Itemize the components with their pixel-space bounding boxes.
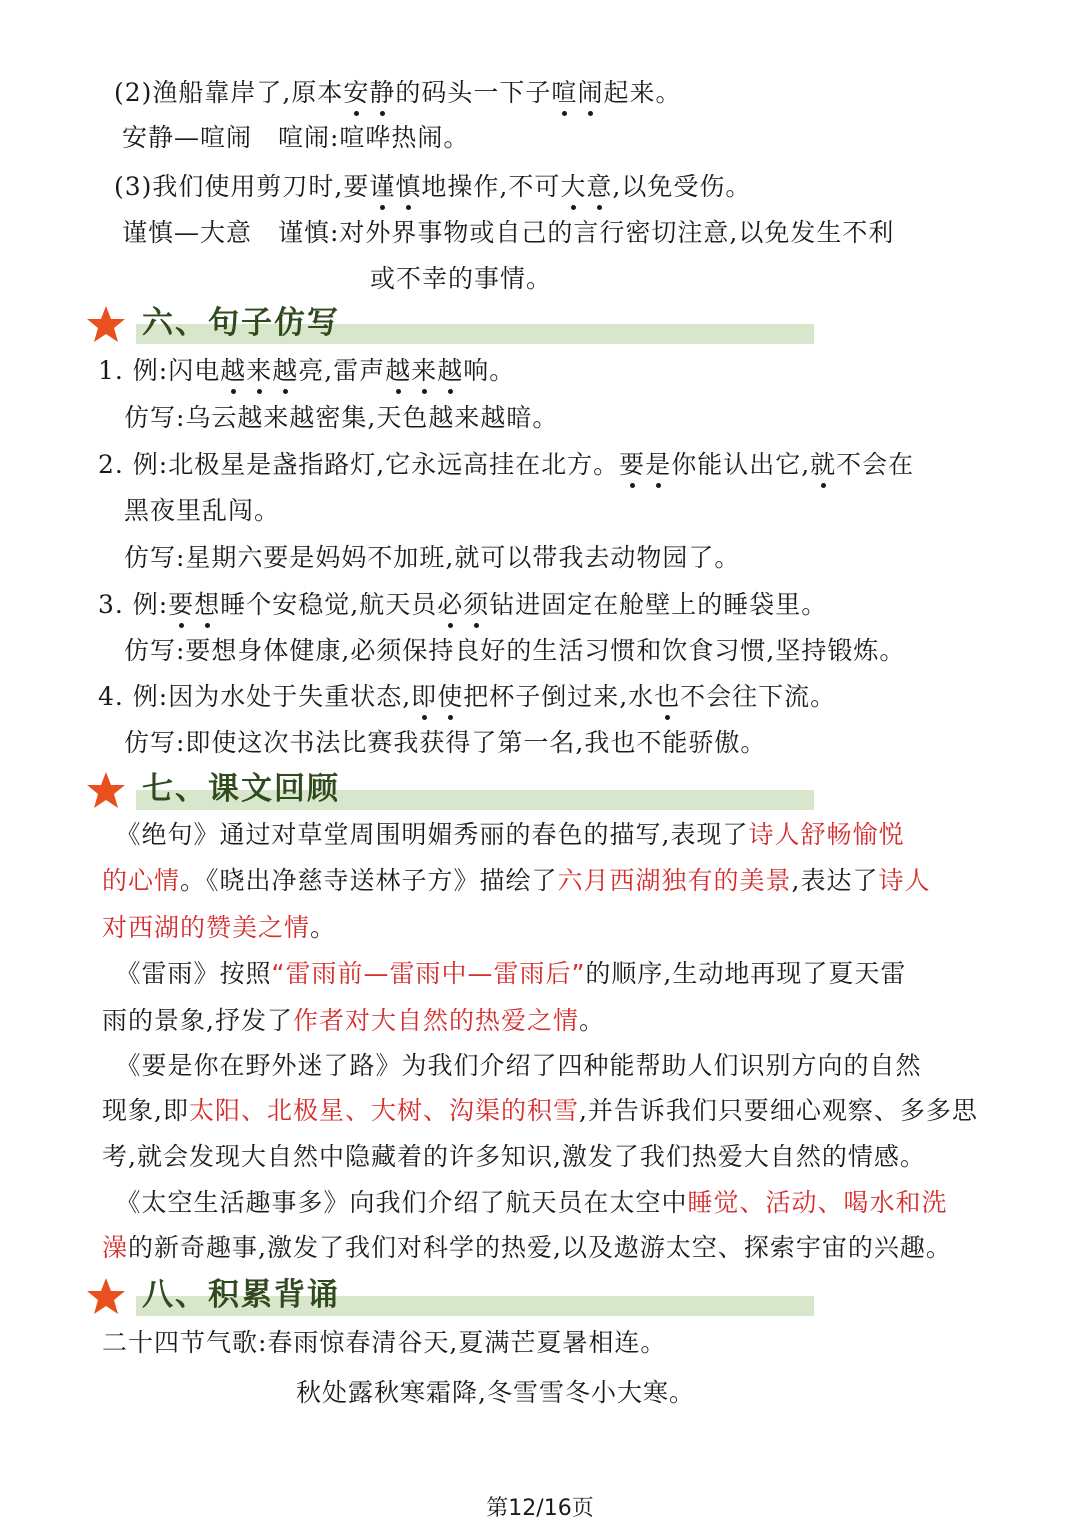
example-4-answer: 仿写:即使这次书法比赛我获得了第一名,我也不能骄傲。	[124, 728, 767, 757]
section-8-header	[86, 1274, 816, 1320]
s5-line-5: 或不幸的事情。	[370, 264, 553, 293]
section-title: 七、课文回顾	[142, 771, 340, 807]
s5-line-3: (3)我们使用剪刀时,要谨慎地操作,不可大意,以免受伤。	[114, 170, 751, 204]
example-2: 2. 例:北极星是盏指路灯,它永远高挂在北方。要是你能认出它,就不会在	[98, 448, 914, 482]
recite-line-1: 二十四节气歌:春雨惊春清谷天,夏满芒夏暑相连。	[102, 1328, 667, 1357]
section-7-header	[86, 768, 816, 814]
section-6-header	[86, 302, 816, 348]
review-p3-line-2: 现象,即太阳、北极星、大树、沟渠的积雪,并告诉我们只要细心观察、多多思	[102, 1096, 978, 1125]
review-p1-line-2: 的心情。《晓出净慈寺送林子方》描绘了六月西湖独有的美景,表达了诗人	[102, 866, 931, 895]
s5-line-1: (2)渔船靠岸了,原本安静的码头一下子喧闹起来。	[114, 76, 681, 110]
star-icon	[86, 304, 126, 344]
star-icon	[86, 770, 126, 810]
review-p3-line-3: 考,就会发现大自然中隐藏着的许多知识,激发了我们热爱大自然的情感。	[102, 1142, 926, 1171]
example-3: 3. 例:要想睡个安稳觉,航天员必须钻进固定在舱壁上的睡袋里。	[98, 588, 827, 622]
example-4: 4. 例:因为水处于失重状态,即使把杯子倒过来,水也不会往下流。	[98, 680, 836, 714]
review-p2-line-2: 雨的景象,抒发了作者对大自然的热爱之情。	[102, 1006, 605, 1035]
review-p2-line-1: 《雷雨》按照“雷雨前—雷雨中—雷雨后”的顺序,生动地再现了夏天雷	[102, 959, 907, 988]
example-3-answer: 仿写:要想身体健康,必须保持良好的生活习惯和饮食习惯,坚持锻炼。	[124, 636, 906, 665]
s5-line-2: 安静—喧闹 喧闹:喧哗热闹。	[122, 123, 470, 152]
section-title: 八、积累背诵	[142, 1277, 340, 1313]
example-2-cont: 黑夜里乱闯。	[124, 496, 281, 525]
section-title: 六、句子仿写	[142, 305, 340, 341]
review-p4-line-2: 澡的新奇趣事,激发了我们对科学的热爱,以及遨游太空、探索宇宙的兴趣。	[102, 1233, 952, 1262]
example-1: 1. 例:闪电越来越亮,雷声越来越响。	[98, 354, 515, 388]
example-2-answer: 仿写:星期六要是妈妈不加班,就可以带我去动物园了。	[124, 543, 741, 572]
page-number: 第12/16页	[486, 1496, 594, 1521]
s5-line-4: 谨慎—大意 谨慎:对外界事物或自己的言行密切注意,以免发生不利	[122, 218, 895, 247]
review-p1-line-1: 《绝句》通过对草堂周围明媚秀丽的春色的描写,表现了诗人舒畅愉悦	[102, 820, 905, 849]
recite-line-2: 秋处露秋寒霜降,冬雪雪冬小大寒。	[296, 1378, 695, 1407]
example-1-answer: 仿写:乌云越来越密集,天色越来越暗。	[124, 403, 559, 432]
review-p1-line-3: 对西湖的赞美之情。	[102, 913, 337, 942]
review-p3-line-1: 《要是你在野外迷了路》为我们介绍了四种能帮助人们识别方向的自然	[102, 1051, 922, 1080]
star-icon	[86, 1276, 126, 1316]
review-p4-line-1: 《太空生活趣事多》向我们介绍了航天员在太空中睡觉、活动、喝水和洗	[102, 1188, 948, 1217]
